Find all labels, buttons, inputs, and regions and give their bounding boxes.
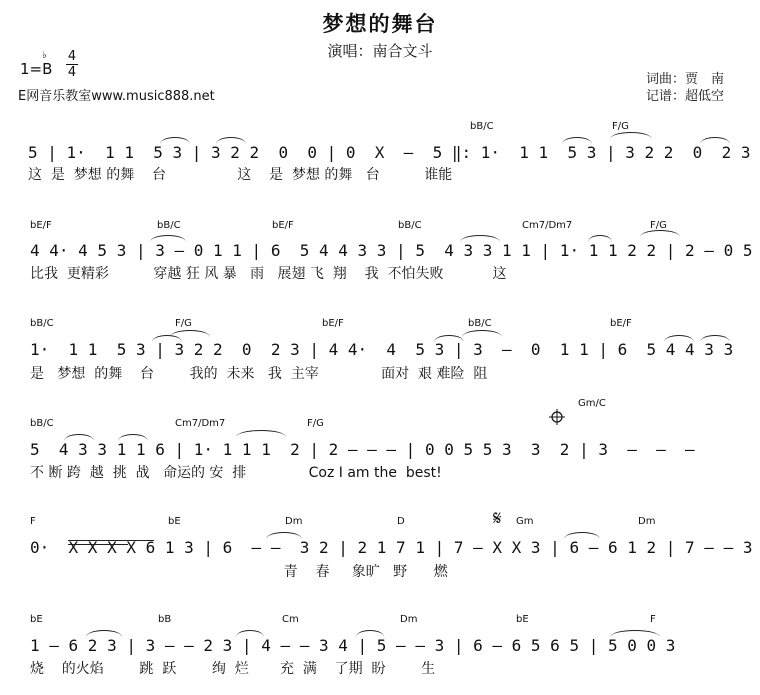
chord-label: F/G [612,121,629,132]
slur-mark [700,335,730,342]
chord-label: Dm [400,614,418,625]
beam-underline [68,540,154,541]
singer-line: 演唱：南合文斗 [327,42,433,60]
slur-mark [610,132,652,139]
chord-label: Cm7/Dm7 [522,220,573,231]
lyricist-credit: 词曲：贾 南 [646,72,725,87]
lyrics-line: 这 是 梦想 的舞 台 这 是 梦想 的舞 台 谁能 [28,167,453,183]
slur-mark [64,434,94,441]
chord-label: bE/F [30,220,52,231]
chord-label: bB/C [398,220,422,231]
slur-mark [160,137,190,144]
chord-label: bE [516,614,529,625]
chord-label: bB/C [30,418,54,429]
chord-label: bE/F [610,318,632,329]
slur-mark [118,434,148,441]
time-signature [66,50,78,79]
chord-label: Cm [282,614,299,625]
lyrics-line: 青 春 象旷 野 燃 [30,564,448,580]
coda-icon [548,408,566,426]
song-title: 梦想的舞台 [322,12,438,36]
chord-label: F/G [307,418,324,429]
beam-underline [68,544,128,545]
slur-mark [236,430,286,437]
key-label: 1=B [20,60,53,78]
notes-line: 5 4 3 3 1 1 6 | 1· 1 1 1 2 | 2 — — — | 0 0 5 5 3 3 2 | 3 — — — [30,440,695,459]
lyrics-line: 烧 的火焰 跳 跃 绚 烂 充 满 了期 盼 生 [30,661,436,677]
lyrics-line: 比我 更精彩 穿越 狂 风 暴 雨 展翅 飞 翔 我 不怕失败 这 [30,266,507,282]
chord-label: bE/F [272,220,294,231]
flat-sign: ♭ [42,50,47,61]
slur-mark [460,235,500,242]
chord-label: F [650,614,656,625]
slur-mark [236,630,264,637]
meter-top: 4 [67,49,77,64]
segno-icon: 𝄋 [493,506,502,530]
slur-mark [564,532,600,539]
notes-line: 1 — 6 2 3 | 3 — — 2 3 | 4 — — 3 4 | 5 — — 3 | 6 — 6 5 6 5 | 5 0 0 3 [30,636,676,655]
chord-label: F [30,516,36,527]
slur-mark [170,330,210,337]
lyrics-line: 不 断 跨 越 挑 战 命运的 安 排 Coz I am the best! [30,465,442,481]
chord-label: Dm [638,516,656,527]
notes-line: 5 | 1· 1 1 5 3 | 3 2 2 0 0 | 0 X — 5 ‖: 1· 1 1 5 3 | 3 2 2 0 2 3 [28,143,751,162]
slur-mark [266,532,302,539]
chord-label: F/G [650,220,667,231]
slur-mark [216,137,246,144]
chord-label: bE [30,614,43,625]
slur-mark [610,630,660,637]
chord-label: Cm7/Dm7 [175,418,226,429]
slur-mark [462,330,502,337]
notes-line: 4 4· 4 5 3 | 3 — 0 1 1 | 6 5 4 4 3 3 | 5 4 3 3 1 1 | 1· 1 1 2 2 | 2 — 0 5 [30,241,753,260]
meter-bottom: 4 [67,65,77,80]
slur-mark [588,235,612,242]
slur-mark [640,230,680,237]
transcriber-credit: 记谱：超低空 [646,89,725,104]
notes-line: 1· 1 1 5 3 | 3 2 2 0 2 3 | 4 4· 4 5 3 | 3 — 0 1 1 | 6 5 4 4 3 3 [30,340,734,359]
chord-label: bB/C [470,121,494,132]
chord-label: bB [158,614,172,625]
slur-mark [700,137,730,144]
chord-label: Gm [516,516,534,527]
slur-mark [664,335,694,342]
chord-label: bB/C [157,220,181,231]
chord-label: Gm/C [578,398,606,409]
site-watermark: E网音乐教室www.music888.net [18,89,215,104]
slur-mark [86,630,122,637]
chord-label: bE/F [322,318,344,329]
chord-label: D [397,516,405,527]
chord-label: bB/C [30,318,54,329]
notes-line: 0· X X X X 6 1 3 | 6 — — 3 2 | 2 1 7 1 | 7 — X X 3 | 6 — 6 1 2 | 7 — — 3 [30,538,753,557]
slur-mark [562,137,592,144]
chord-label: F/G [175,318,192,329]
slur-mark [150,235,186,242]
slur-mark [434,335,464,342]
lyrics-line: 是 梦想 的舞 台 我的 未来 我 主宰 面对 艰 难险 阻 [30,366,488,382]
slur-mark [356,630,384,637]
chord-label: bB/C [468,318,492,329]
chord-label: Dm [285,516,303,527]
chord-label: bE [168,516,181,527]
key-signature [20,50,53,78]
